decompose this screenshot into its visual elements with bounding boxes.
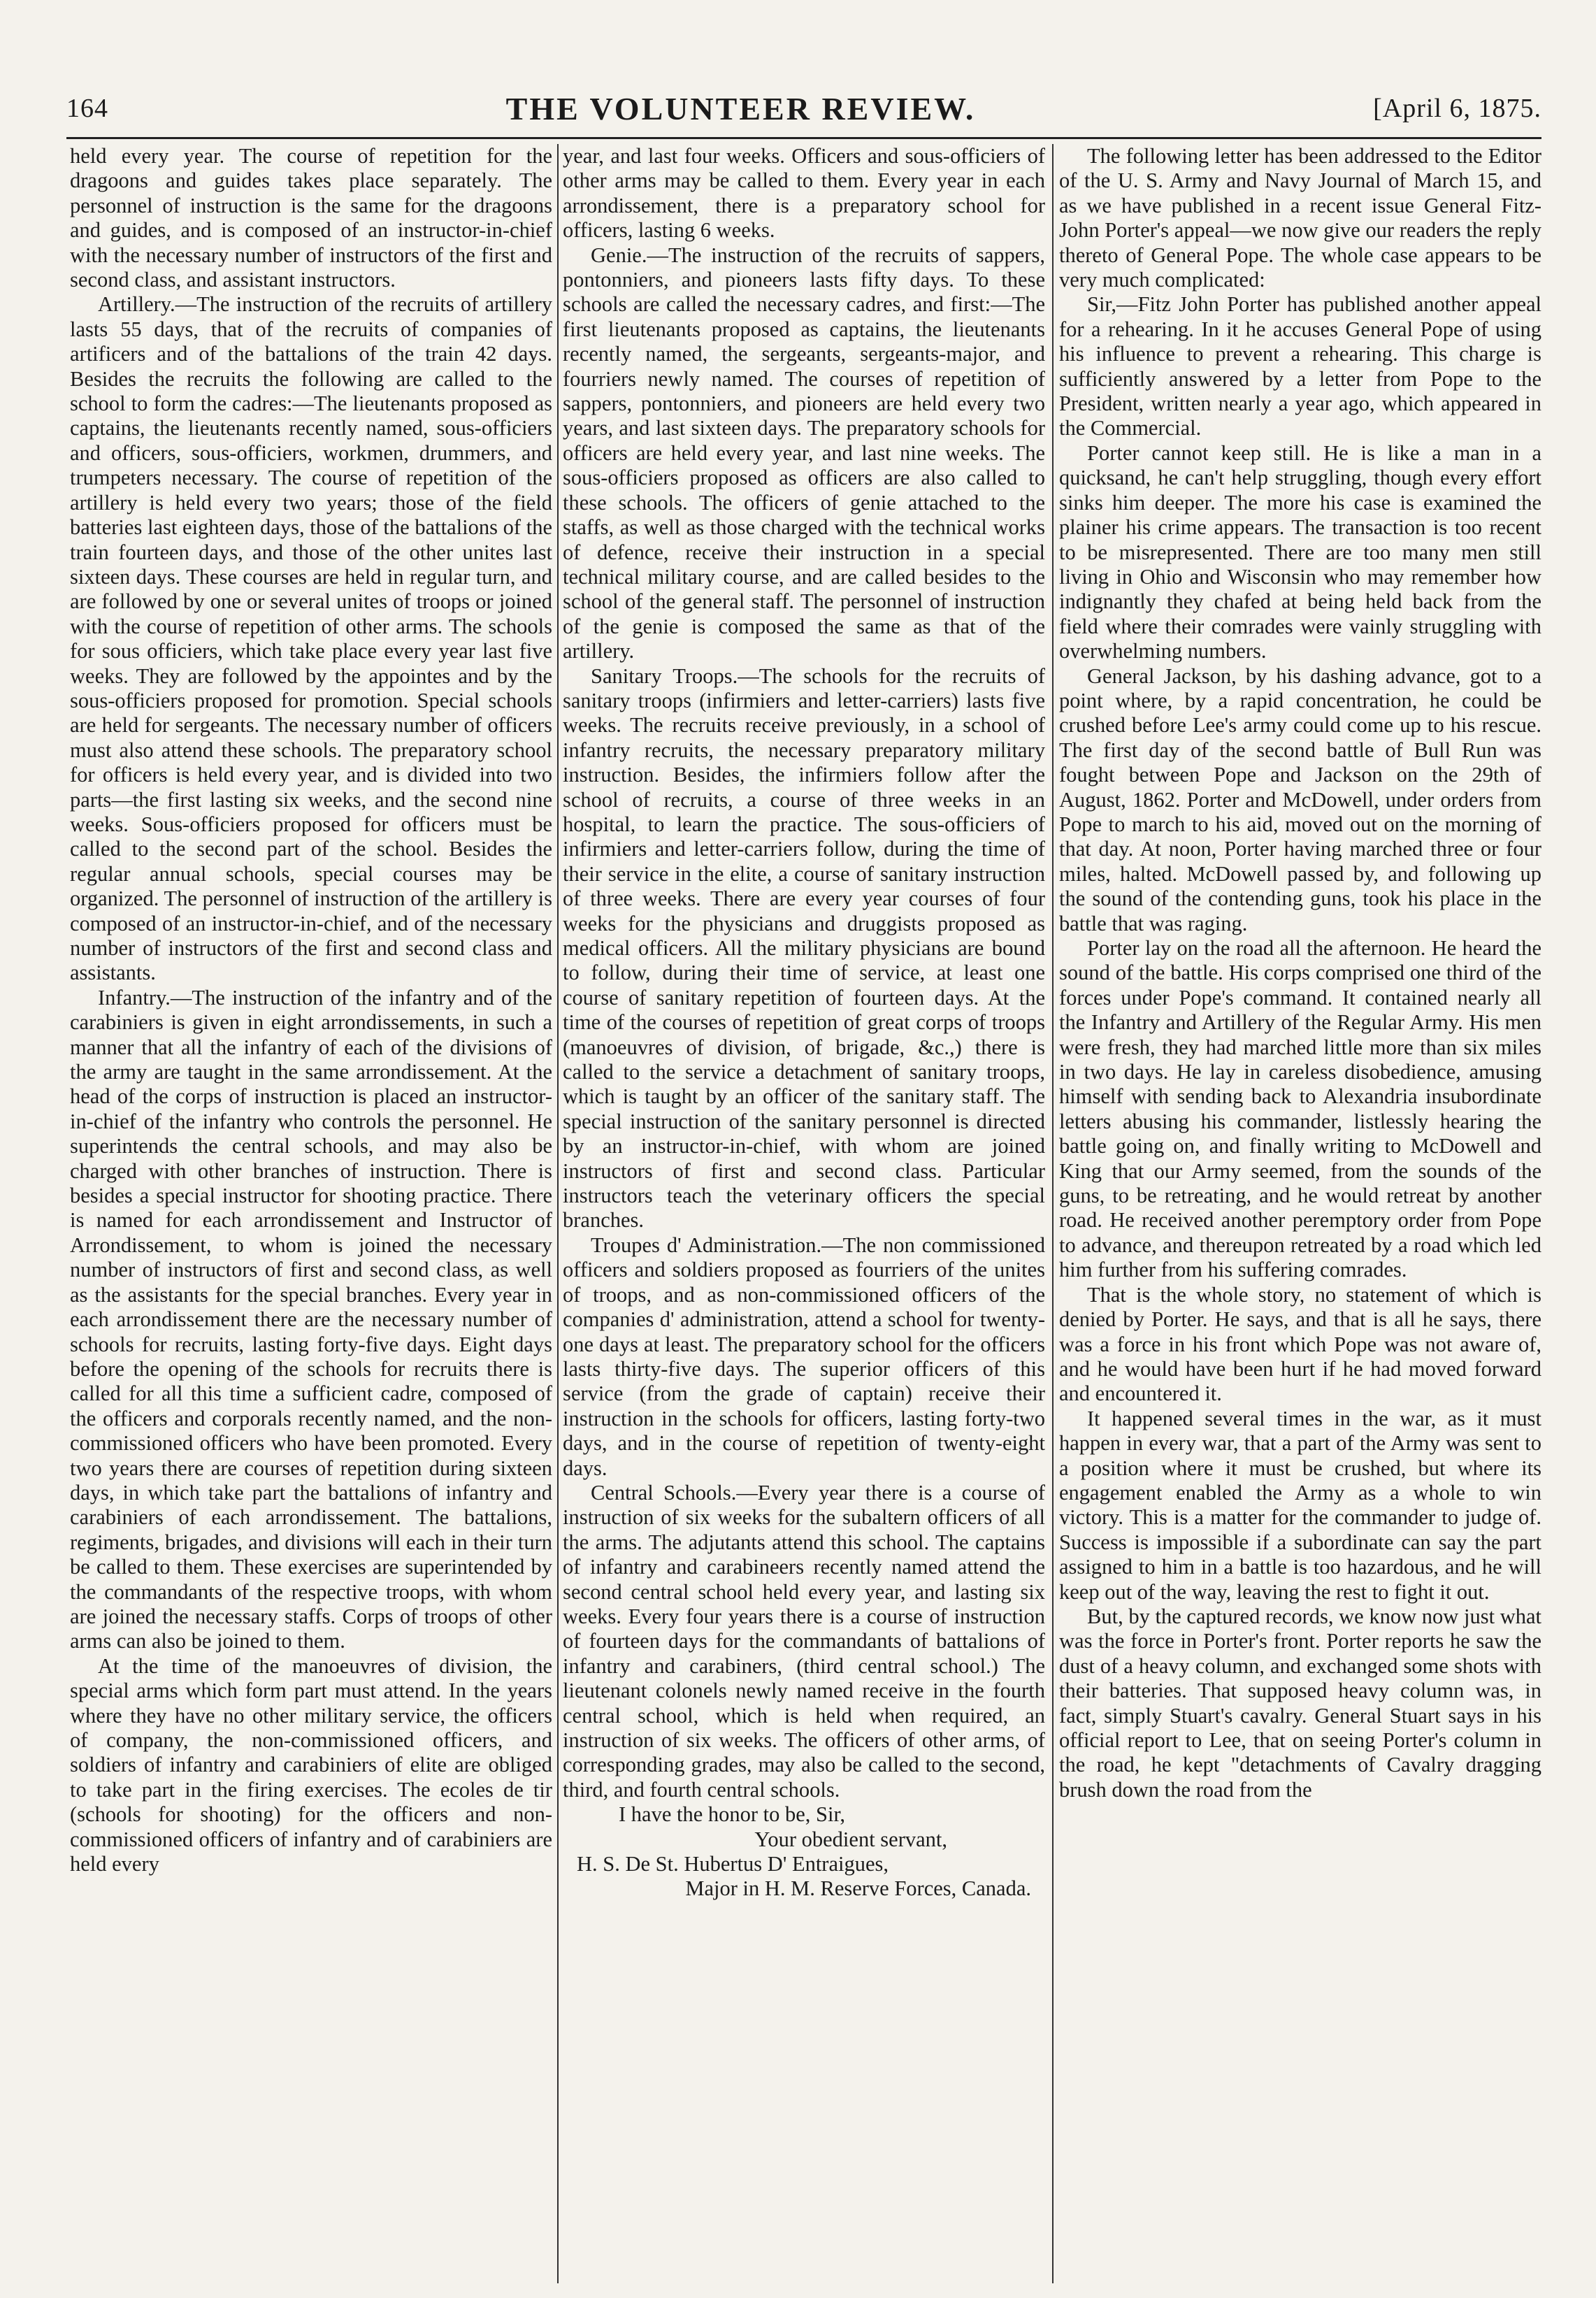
- paragraph: At the time of the manoeuvres of division, the special arms which form part must attend. In the years where they have no other military service, the officers of company, the non-commissioned officers, and soldiers of infantry and carabiniers of elite are obliged to take part in the firing exercises. The ecoles de tir (schools for shooting) for the officers and non-commissioned officers of infantry and of carabiniers are held every: [70, 1653, 552, 1876]
- paragraph: Porter cannot keep still. He is like a man in a quicksand, he can't help struggling, though every effort sinks him deeper. The more his case is examined the plainer his crime appears. The transaction is too recent to be misrepresented. There are too many men still living in Ohio and Wisconsin who may remember how indignantly they chafed at being held back from the field where their comrades were vainly struggling with overwhelming numbers.: [1059, 440, 1541, 663]
- column-2: [563, 144, 1045, 2283]
- paragraph: Artillery.—The instruction of the recruits of artillery lasts 55 days, that of the recruits of companies of artificers and of the battalions of the train 42 days. Besides the recruits the following are called to the school to form the cadres:—The lieutenants proposed as captains, the lieutenants recently named, sous-officiers and officers, sous-officiers, workmen, drummers, and trumpeters necessary. The course of repetition of the artillery is held every two years; those of the field batteries last eighteen days, those of the battalions of the train fourteen days, and those of the other unites last sixteen days. These courses are held in regular turn, and are followed by one or several unites of troops or joined with the course of repetition of other arms. The schools for sous officiers, which take place every year last five weeks. They are followed by the appointes and by the sous-officiers proposed for promotion. Special schools are held for sergeants. The necessary number of officers must also attend these schools. The preparatory school for officers is held every year, and is divided into two parts—the first lasting six weeks, and the second nine weeks. Sous-officiers proposed for officers must be called to the second part of the school. Besides the regular annual schools, special courses may be organized. The personnel of instruction of the artillery is composed of an instructor-in-chief, and of the necessary number of instructors of the first and second class and assistants.: [70, 292, 552, 985]
- signature-rank: Major in H. M. Reserve Forces, Canada.: [685, 1876, 1031, 1901]
- column-3: [1059, 144, 1541, 2283]
- page-header: [66, 84, 1541, 133]
- paragraph: Sir,—Fitz John Porter has published another appeal for a rehearing. In it he accuses General Pope of using his influence to prevent a rehearing. This charge is sufficiently answered by a letter from Pope to the President, written nearly a year ago, which appeared in the Commercial.: [1059, 292, 1541, 440]
- letter-closing-servant: Your obedient servant,: [754, 1827, 947, 1851]
- issue-date: [April 6, 1875.: [1373, 94, 1541, 123]
- paragraph: The following letter has been addressed to the Editor of the U. S. Army and Navy Journal of March 15, and as we have published in a recent issue General Fitz-John Porter's appeal—we now give our readers the reply thereto of General Pope. The whole case appears to be very much complicated:: [1059, 144, 1541, 292]
- journal-title: THE VOLUNTEER REVIEW.: [505, 90, 976, 127]
- column-divider: [557, 144, 559, 2283]
- paragraph: Troupes d' Administration.—The non commissioned officers and soldiers proposed as fourriers of the unites of troops, and as non-commissioned officers of the companies d' administration, attend a school for twenty-one days at least. The preparatory school for the officers lasts thirty-five days. The superior officers of this service (from the grade of captain) receive their instruction in the schools for officers, lasting forty-two days, and in the course of repetition of twenty-eight days.: [563, 1233, 1045, 1480]
- column-divider: [1052, 144, 1054, 2283]
- paragraph: Porter lay on the road all the afternoon. He heard the sound of the battle. His corps comprised one third of the forces under Pope's command. It contained nearly all the Infantry and Artillery of the Regular Army. His men were fresh, they had marched little more than six miles in two days. He lay in careless disobedience, amusing himself with sending back to Alexandria insubordinate letters abusing his commander, listlessly hearing the battle going on, and finally writing to McDowell and King that our Army seemed, from the sounds of the guns, to be retreating, and he would retreat by another road. He received another peremptory order from Pope to advance, and thereupon retreated by a road which led him further from his suffering comrades.: [1059, 936, 1541, 1282]
- paragraph: Infantry.—The instruction of the infantry and of the carabiniers is given in eight arrondissements, in such a manner that all the infantry of each of the divisions of the army are taught in the same arrondissement. At the head of the corps of instruction is placed an instructor-in-chief of the infantry who controls the personnel. He superintends the central schools, and may also be charged with other branches of instruction. There is besides a special instructor for shooting practice. There is named for each arrondissement and Instructor of Arrondissement, to whom is joined the necessary number of instructors of first and second class, as well as the assistants for the special branches. Every year in each arrondissement there are the necessary number of schools for recruits, lasting forty-five days. Eight days before the opening of the schools for recruits there is called for all this time a sufficient cadre, composed of the officers and corporals recently named, and the non-commissioned officers who have been promoted. Every two years there are courses of repetition during sixteen days, in which take part the battalions of infantry and carabiniers of each arrondissement. The battalions, regiments, brigades, and divisions will each in their turn be called to them. These exercises are superintended by the commandants of the respective troops, with whom are joined the necessary staffs. Corps of troops of other arms can also be joined to them.: [70, 985, 552, 1653]
- paragraph: That is the whole story, no statement of which is denied by Porter. He says, and that is all he says, there was a force in his front which Pope was not aware of, and he would have been hurt if he had moved forward and encountered it.: [1059, 1282, 1541, 1406]
- paragraph: Central Schools.—Every year there is a course of instruction of six weeks for the subaltern officers of all the arms. The adjutants attend this school. The captains of infantry and carabineers recently named attend the second central school held every year, and lasting six weeks. Every four years there is a course of instruction of fourteen days for the commandants of battalions of infantry and carabiners, (third central school.) The lieutenant colonels newly named receive in the fourth central school, which is held when required, an instruction of six weeks. The officers of other arms, of corresponding grades, may also be called to the second, third, and fourth central schools.: [563, 1480, 1045, 1802]
- paragraph: year, and last four weeks. Officers and sous-officiers of other arms may be called to them. Every year in each arrondissement, there is a preparatory school for officers, lasting 6 weeks.: [563, 144, 1045, 243]
- paragraph: It happened several times in the war, as it must happen in every war, that a part of the Army was sent to a position where it must be crushed, but where its engagement enabled the Army as a whole to win victory. This is a matter for the commander to judge of. Success is impossible if a subordinate can say the part assigned to him in a battle is too hazardous, and he will keep out of the way, leaving the rest to fight it out.: [1059, 1406, 1541, 1604]
- column-1: [70, 144, 552, 2283]
- letter-closing: I have the honor to be, Sir,: [619, 1802, 846, 1827]
- signature-name: H. S. De St. Hubertus D' Entraigues,: [577, 1852, 889, 1876]
- header-rule: [66, 137, 1541, 139]
- paragraph: General Jackson, by his dashing advance, got to a point where, by a rapid concentration, he could be crushed before Lee's army could come up to his rescue. The first day of the second battle of Bull Run was fought between Pope and Jackson on the 29th of August, 1862. Porter and McDowell, under orders from Pope to march to his aid, moved out on the morning of that day. At noon, Porter having marched three or four miles, halted. McDowell passed by, and following up the sound of the contending guns, took his place in the battle that was raging.: [1059, 663, 1541, 935]
- page-number: 164: [66, 94, 108, 123]
- paragraph: held every year. The course of repetition for the dragoons and guides takes place separately. The personnel of instruction is the same for the dragoons and guides, and is composed of an instructor-in-chief with the necessary number of instructors of the first and second class, and assistant instructors.: [70, 144, 552, 292]
- paragraph: Genie.—The instruction of the recruits of sappers, pontonniers, and pioneers lasts fifty days. To these schools are called the necessary cadres, and first:—The first lieutenants proposed as captains, the lieutenants recently named, the sergeants, sergeants-major, and fourriers newly named. The courses of repetition of sappers, pontonniers, and pioneers are held every two years, and last sixteen days. The preparatory schools for officers are held every year, and last nine weeks. The sous-officiers proposed as officers are also called to these schools. The officers of genie attached to the staffs, as well as those charged with the technical works of defence, receive their instruction in a special technical military course, and are called besides to the school of the general staff. The personnel of instruction of the genie is composed the same as that of the artillery.: [563, 243, 1045, 663]
- paragraph: But, by the captured records, we know now just what was the force in Porter's front. Porter reports he saw the dust of a heavy column, and exchanged some shots with their batteries. That supposed heavy column was, in fact, simply Stuart's cavalry. General Stuart says in his official report to Lee, that on seeing Porter's column in the road, he kept "detachments of Cavalry dragging brush down the road from the: [1059, 1604, 1541, 1802]
- paragraph: Sanitary Troops.—The schools for the recruits of sanitary troops (infirmiers and letter-carriers) lasts five weeks. The recruits receive previously, in a school of infantry recruits, the necessary preparatory military instruction. Besides, the infirmiers follow after the school of recruits, a course of three weeks in an hospital, to learn the practice. The sous-officiers of infirmiers and letter-carriers follow, during the time of their service in the elite, a course of sanitary instruction of three weeks. There are every year courses of four weeks for the physicians and druggists proposed as medical officers. All the military physicians are bound to follow, during their time of service, at least one course of sanitary repetition of fourteen days. At the time of the courses of repetition of great corps of troops (manoeuvres of division, of brigade, &c.,) there is called to the service a detachment of sanitary troops, which is taught by an officer of the sanitary staff. The special instruction of the sanitary personnel is directed by an instructor-in-chief, with whom are joined instructors of first and second class. Particular instructors teach the veterinary officers the special branches.: [563, 663, 1045, 1233]
